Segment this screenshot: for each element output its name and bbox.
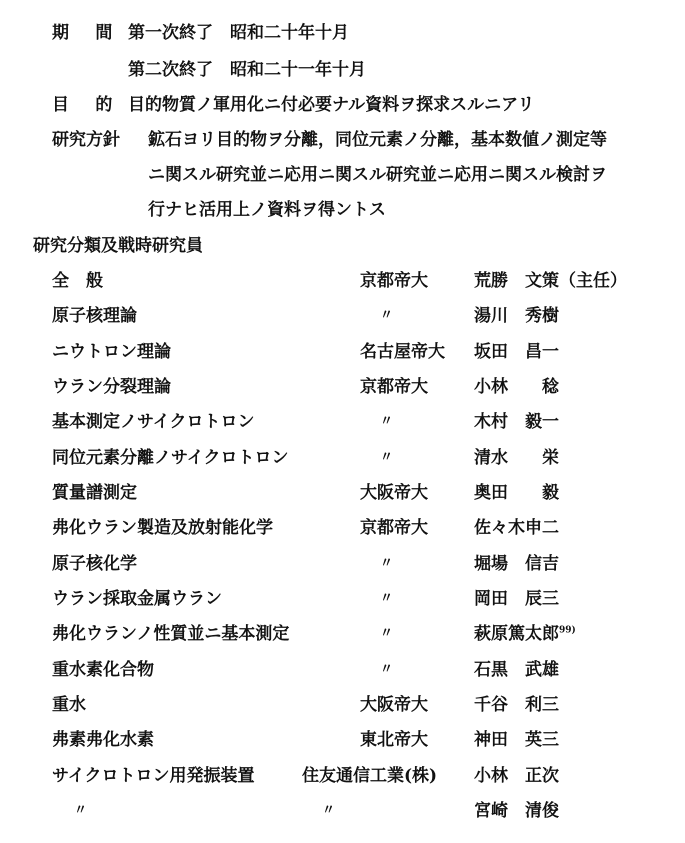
footnote-ref: 99): [559, 625, 576, 636]
roster-topic: 基本測定ノサイクロトロン: [52, 412, 255, 432]
roster-topic: 同位元素分離ノサイクロトロン: [52, 448, 289, 468]
roster-researcher: [474, 623, 576, 645]
roster-researcher: 湯川 秀樹: [474, 306, 559, 326]
roster-institution: 〃: [380, 450, 394, 465]
period-label: 期 間: [52, 23, 123, 43]
roster-researcher: 清水 栄: [474, 448, 559, 468]
roster-researcher: 石黒 武雄: [474, 660, 559, 680]
period-first: 第一次終了 昭和二十年十月: [128, 23, 349, 43]
roster-topic: サイクロトロン用発振装置: [52, 766, 255, 786]
roster-researcher: 小林 正次: [474, 766, 559, 786]
purpose-label: 目 的: [52, 95, 123, 115]
roster-researcher: 堀場 信吉: [474, 554, 559, 574]
roster-topic: 全 般: [52, 271, 103, 291]
roster-researcher: 宮崎 清俊: [474, 801, 559, 821]
section-title: 研究分類及戦時研究員: [33, 236, 203, 256]
roster-topic: 重水: [52, 695, 86, 715]
roster-topic: 〃: [74, 803, 88, 818]
roster-topic: 弗化ウラン製造及放射能化学: [52, 518, 273, 538]
roster-researcher: 岡田 辰三: [474, 589, 559, 609]
roster-institution: 京都帝大: [360, 518, 428, 538]
roster-researcher: 坂田 昌一: [474, 342, 559, 362]
roster-institution: 東北帝大: [360, 730, 428, 750]
roster-researcher: 神田 英三: [474, 730, 559, 750]
policy-label: 研究方針: [52, 130, 120, 150]
roster-topic: 原子核理論: [52, 306, 137, 326]
roster-institution: 〃: [380, 591, 394, 606]
roster-institution: 〃: [380, 414, 394, 429]
roster-institution: 京都帝大: [360, 377, 428, 397]
policy-line-1: 鉱石ヨリ目的物ヲ分離，同位元素ノ分離，基本数値ノ測定等: [148, 130, 607, 150]
roster-institution: 〃: [380, 662, 394, 677]
purpose-text: 目的物質ノ軍用化ニ付必要ナル資料ヲ探求スルニアリ: [128, 95, 535, 115]
roster-researcher: 小林 稔: [474, 377, 559, 397]
roster-researcher: 奥田 毅: [474, 483, 559, 503]
roster-institution: 名古屋帝大: [360, 342, 445, 362]
roster-institution: 〃: [380, 556, 394, 571]
roster-researcher: 荒勝 文策（主任）: [474, 271, 627, 291]
roster-researcher: 木村 毅一: [474, 412, 559, 432]
roster-topic: 弗化ウランノ性質並ニ基本測定: [52, 624, 290, 644]
roster-researcher: 千谷 利三: [474, 695, 559, 715]
roster-topic: 重水素化合物: [52, 660, 154, 680]
roster-researcher: 佐々木申二: [474, 518, 559, 538]
policy-line-3: 行ナヒ活用上ノ資料ヲ得ントス: [148, 200, 386, 220]
roster-topic: ウラン採取金属ウラン: [52, 589, 222, 609]
roster-institution: 住友通信工業(株): [302, 766, 438, 786]
roster-topic: ニウトロン理論: [52, 342, 171, 362]
roster-institution: 京都帝大: [360, 271, 428, 291]
roster-institution: 〃: [380, 308, 394, 323]
roster-topic: ウラン分裂理論: [52, 377, 171, 397]
roster-institution: 大阪帝大: [360, 695, 428, 715]
roster-topic: 弗素弗化水素: [52, 730, 154, 750]
roster-topic: 原子核化学: [52, 554, 137, 574]
roster-institution: 大阪帝大: [360, 483, 428, 503]
roster-topic: 質量譜測定: [52, 483, 137, 503]
researcher-name: 萩原篤太郎: [474, 624, 559, 644]
period-second: 第二次終了 昭和二十一年十月: [128, 60, 366, 80]
roster-institution: 〃: [380, 626, 394, 641]
roster-institution: 〃: [322, 803, 336, 818]
policy-line-2: ニ関スル研究並ニ応用ニ関スル研究並ニ応用ニ関スル検討ヲ: [148, 165, 607, 185]
